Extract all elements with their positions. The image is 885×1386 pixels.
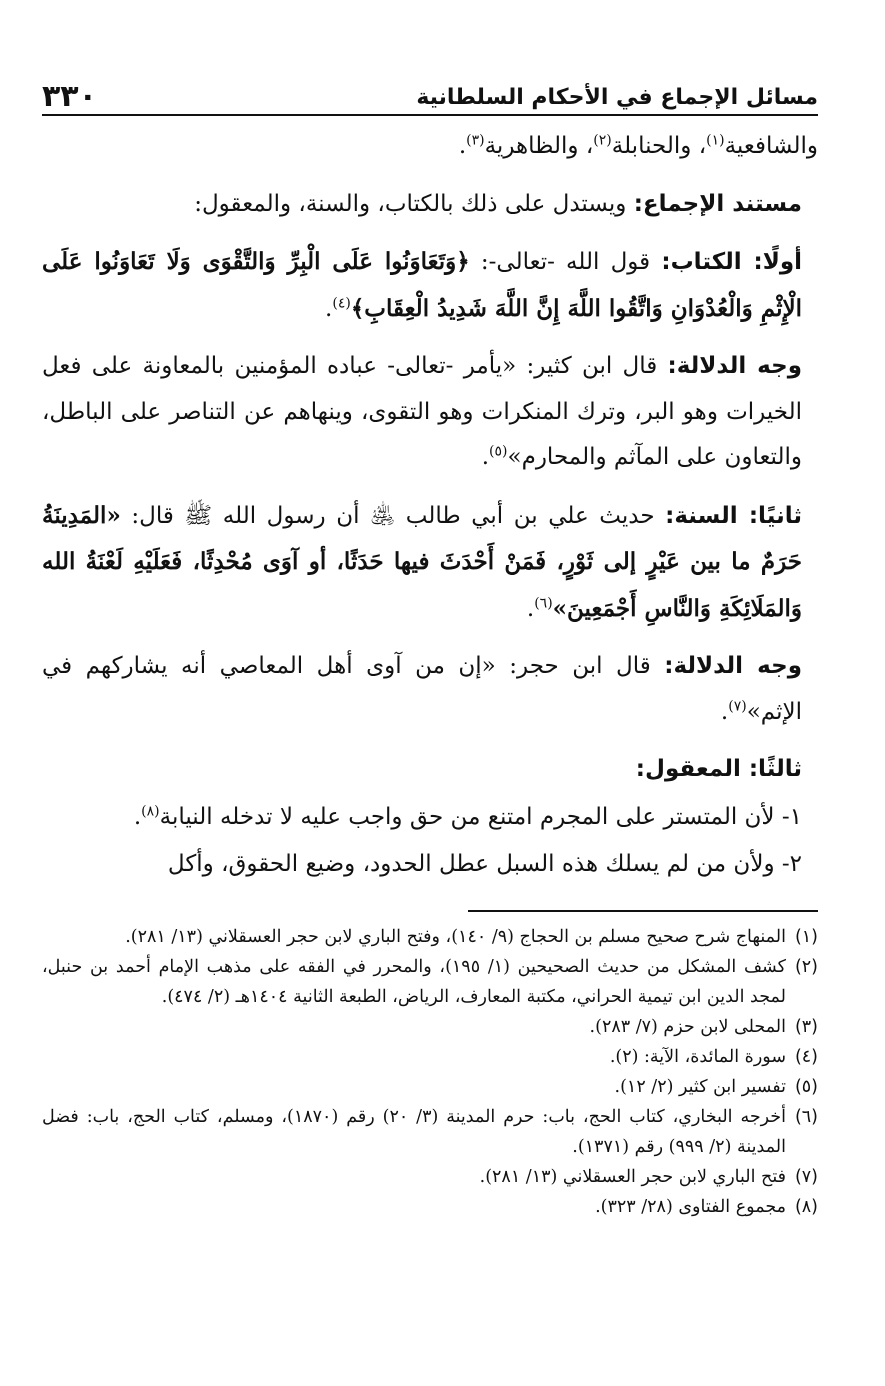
footnote: (٨) مجموع الفتاوى (٢٨/ ٣٢٣). [595, 1196, 818, 1217]
footnotes [42, 922, 818, 1222]
footnote: (٢) كشف المشكل من حديث الصحيحين (١/ ١٩٥)، والمحرر في الفقه على مذهب الإمام أحمد بن حنبل، لمجد الدين ابن تيمية الحراني، مكتبة المعارف، الرياض، الطبعة الثانية ١٤٠٤هـ (٢/ ٤٧٤). [42, 956, 818, 1007]
footnote: (٦) أخرجه البخاري، كتاب الحج، باب: حرم المدينة (٣/ ٢٠) رقم (١٨٧٠)، ومسلم، كتاب الحج، باب: فضل المدينة (٢/ ٩٩٩) رقم (١٣٧١). [42, 1106, 818, 1157]
footnote: (٤) سورة المائدة، الآية: (٢). [609, 1046, 818, 1067]
footnote-ref: (٥) [489, 443, 508, 460]
footnote-ref: (٣) [466, 132, 485, 149]
section-heading: مستند الإجماع: [633, 190, 802, 217]
paragraph-reason-heading [42, 747, 818, 793]
main-text [42, 124, 818, 888]
section-heading: وجه الدلالة: [664, 653, 802, 679]
page-number: ٣٣٠ [42, 79, 97, 114]
paragraph-schools: والشافعية$^{(١)}$، والحنابلة$^{(٢)}$، والظاهرية$^{(٣)}$. [458, 132, 818, 159]
quran-verse: ﴿وَتَعَاوَنُوا عَلَى الْبِرِّ وَالتَّقْوَى وَلَا تَعَاوَنُوا عَلَى الْإِثْمِ وَالْعُدْوَانِ وَاتَّقُوا اللَّهَ إِنَّ اللَّهَ شَدِيدُ الْعِقَابِ﴾ [42, 248, 802, 322]
section-heading: ثانيًا: السنة: [665, 502, 802, 529]
paragraph-evidence-1: وجه الدلالة: قال ابن كثير: «يأمر -تعالى- عباده المؤمنين بالمعاونة على فعل الخيرات وهو البر، وترك المنكرات وهو التقوى، وينهاهم عن التناصر على الباطل، والتعاون على المآثم والمحارم»$^{(٥)}$. [42, 353, 802, 470]
section-heading: أولًا: الكتاب: [661, 249, 802, 275]
list-item: ٢- ولأن من لم يسلك هذه السبل عطل الحدود، وضيع الحقوق، وأكل [167, 851, 802, 877]
footnote: (٧) فتح الباري لابن حجر العسقلاني (١٣/ ٢٨١). [479, 1166, 818, 1187]
footnote-ref: (٧) [728, 697, 747, 714]
section-heading: وجه الدلالة: [667, 353, 802, 379]
paragraph-book: أولًا: الكتاب: قول الله -تعالى-: ﴿وَتَعَاوَنُوا عَلَى الْبِرِّ وَالتَّقْوَى وَلَا تَعَاوَنُوا عَلَى الْإِثْمِ وَالْعُدْوَانِ وَاتَّقُوا اللَّهَ إِنَّ اللَّهَ شَدِيدُ الْعِقَابِ﴾$^{(٤)}$. [42, 248, 802, 322]
footnote: (٥) تفسير ابن كثير (٢/ ١٢). [614, 1076, 818, 1097]
footnote-ref: (٤) [332, 294, 351, 311]
footnote-ref: (٢) [593, 132, 612, 149]
paragraph-basis: مستند الإجماع: ويستدل على ذلك بالكتاب، والسنة، والمعقول: [194, 190, 802, 217]
footnote-ref: (٦) [534, 594, 553, 611]
section-heading: ثالثًا: المعقول: [635, 756, 802, 782]
footnote: (٣) المحلى لابن حزم (٧/ ٢٨٣). [589, 1016, 818, 1037]
footnote: (١) المنهاج شرح صحيح مسلم بن الحجاج (٩/ ١٤٠)، وفتح الباري لابن حجر العسقلاني (١٣/ ٢٨١). [125, 926, 818, 947]
paragraph-evidence-2: وجه الدلالة: قال ابن حجر: «إن من آوى أهل المعاصي أنه يشاركهم في الإثم»$^{(٧)}$. [42, 653, 802, 725]
footnote-ref: (١) [706, 132, 725, 149]
page-header [42, 72, 818, 116]
hadith-text: «المَدِينَةُ حَرَمٌ ما بين عَيْرٍ إلى ثَوْرٍ، فَمَنْ أَحْدَثَ فيها حَدَثًا، أو آوَى مُحْدِثًا، فَعَلَيْهِ لَعْنَةُ الله وَالمَلَائِكَةِ وَالنَّاسِ أَجْمَعِينَ» [42, 501, 802, 622]
footnote-ref: (٨) [141, 802, 160, 819]
list-item: ١- لأن المتستر على المجرم امتنع من حق واجب عليه لا تدخله النيابة$^{(٨)}$. [133, 802, 802, 830]
footnote-divider [468, 910, 818, 912]
running-title: مسائل الإجماع في الأحكام السلطانية [416, 85, 818, 110]
paragraph-sunnah: ثانيًا: السنة: حديث علي بن أبي طالب ﵁ أن رسول الله ﷺ قال: «المَدِينَةُ حَرَمٌ ما بين عَيْرٍ إلى ثَوْرٍ، فَمَنْ أَحْدَثَ فيها حَدَثًا، أو آوَى مُحْدِثًا، فَعَلَيْهِ لَعْنَةُ الله وَالمَلَائِكَةِ وَالنَّاسِ أَجْمَعِينَ»$^{(٦)}$. [42, 501, 802, 622]
book-page [42, 72, 818, 1222]
